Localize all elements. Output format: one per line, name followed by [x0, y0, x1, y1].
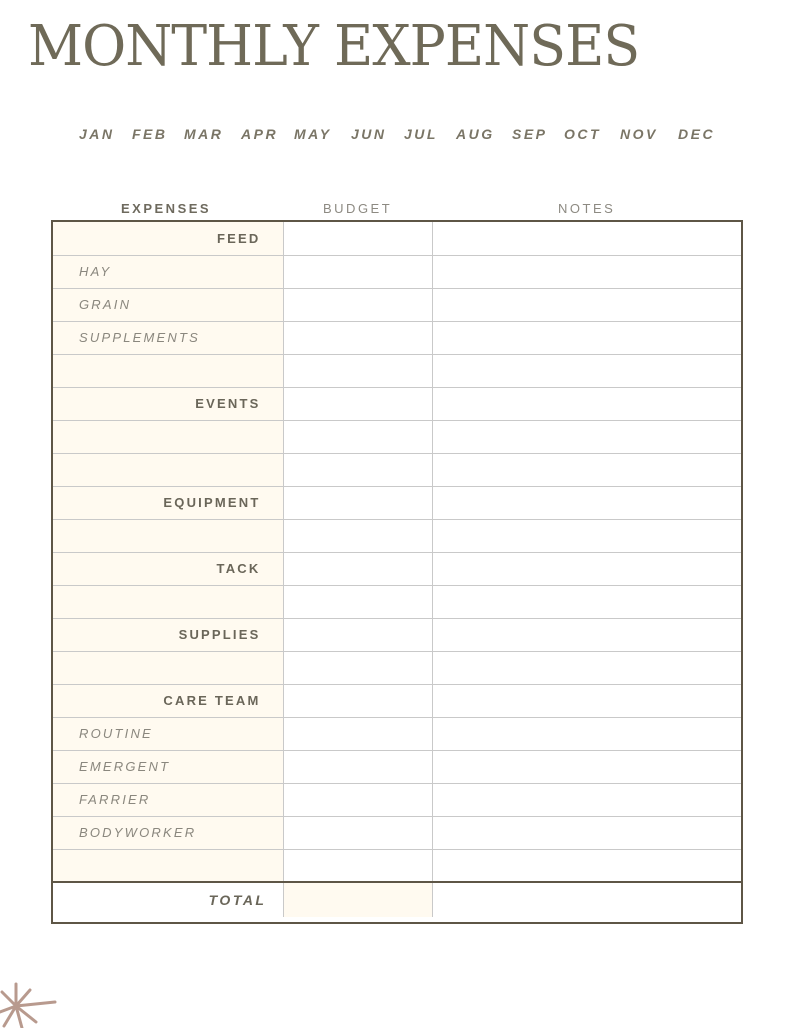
month-jul[interactable]: JUL: [404, 126, 438, 142]
table-row: [53, 255, 741, 288]
notes-cell[interactable]: [432, 321, 741, 354]
table-row: [53, 750, 741, 783]
expense-cell[interactable]: [53, 750, 283, 783]
budget-cell[interactable]: [283, 486, 432, 519]
table-row: [53, 717, 741, 750]
notes-cell[interactable]: [432, 684, 741, 717]
notes-cell[interactable]: [432, 222, 741, 255]
table-row: [53, 354, 741, 387]
table-row: [53, 585, 741, 618]
budget-cell[interactable]: [283, 684, 432, 717]
notes-cell[interactable]: [432, 618, 741, 651]
month-jun[interactable]: JUN: [351, 126, 387, 142]
expense-cell[interactable]: [53, 321, 283, 354]
table-row: [53, 849, 741, 882]
month-jan[interactable]: JAN: [79, 126, 115, 142]
expense-cell[interactable]: [53, 552, 283, 585]
expense-cell[interactable]: [53, 684, 283, 717]
notes-cell[interactable]: [432, 387, 741, 420]
category-label: CARE TEAM: [163, 693, 261, 708]
budget-cell[interactable]: [283, 816, 432, 849]
item-label: SUPPLEMENTS: [79, 330, 201, 345]
category-label: EVENTS: [195, 396, 261, 411]
item-label: HAY: [79, 264, 112, 279]
expense-cell[interactable]: [53, 387, 283, 420]
expense-cell[interactable]: [53, 783, 283, 816]
total-row: [53, 882, 741, 917]
expense-cell[interactable]: [53, 354, 283, 387]
item-label: FARRIER: [79, 792, 151, 807]
page-title: MONTHLY EXPENSES: [28, 14, 640, 79]
budget-cell[interactable]: [283, 585, 432, 618]
category-label: SUPPLIES: [178, 627, 261, 642]
budget-cell[interactable]: [283, 453, 432, 486]
notes-cell[interactable]: [432, 849, 741, 882]
notes-cell[interactable]: [432, 420, 741, 453]
month-feb[interactable]: FEB: [132, 126, 168, 142]
column-header-expenses: EXPENSES: [121, 201, 212, 216]
budget-cell[interactable]: [283, 717, 432, 750]
month-may[interactable]: MAY: [294, 126, 332, 142]
expense-table: [53, 222, 741, 917]
budget-cell[interactable]: [283, 849, 432, 882]
budget-cell[interactable]: [283, 420, 432, 453]
budget-cell[interactable]: [283, 255, 432, 288]
notes-cell[interactable]: [432, 717, 741, 750]
expense-cell[interactable]: [53, 651, 283, 684]
item-label: EMERGENT: [79, 759, 171, 774]
table-row: [53, 453, 741, 486]
budget-cell[interactable]: [283, 750, 432, 783]
item-label: BODYWORKER: [79, 825, 197, 840]
expense-cell[interactable]: [53, 585, 283, 618]
table-row: [53, 222, 741, 255]
category-label: FEED: [217, 230, 261, 246]
budget-cell[interactable]: [283, 354, 432, 387]
total-label-cell: [53, 882, 283, 917]
asterisk-star-icon: [0, 982, 58, 1028]
month-oct[interactable]: OCT: [564, 126, 602, 142]
notes-cell[interactable]: [432, 750, 741, 783]
column-header-budget: BUDGET: [323, 201, 393, 216]
expense-cell[interactable]: [53, 717, 283, 750]
month-apr[interactable]: APR: [241, 126, 279, 142]
budget-cell[interactable]: [283, 519, 432, 552]
notes-cell[interactable]: [432, 816, 741, 849]
category-label: EQUIPMENT: [163, 495, 261, 510]
table-row: [53, 684, 741, 717]
item-label: GRAIN: [79, 297, 132, 312]
budget-cell[interactable]: [283, 222, 432, 255]
month-nov[interactable]: NOV: [620, 126, 658, 142]
table-row: [53, 552, 741, 585]
total-label: TOTAL: [208, 892, 267, 908]
table-row: [53, 420, 741, 453]
budget-cell[interactable]: [283, 321, 432, 354]
budget-cell[interactable]: [283, 288, 432, 321]
notes-cell[interactable]: [432, 453, 741, 486]
expense-cell[interactable]: [53, 816, 283, 849]
expense-cell[interactable]: [53, 453, 283, 486]
total-budget-cell[interactable]: [283, 882, 432, 917]
table-row: [53, 519, 741, 552]
item-label: ROUTINE: [79, 726, 153, 741]
notes-cell[interactable]: [432, 486, 741, 519]
expense-cell[interactable]: [53, 849, 283, 882]
month-aug[interactable]: AUG: [456, 126, 495, 142]
table-row: [53, 288, 741, 321]
notes-cell[interactable]: [432, 585, 741, 618]
expense-cell[interactable]: [53, 255, 283, 288]
category-label: TACK: [216, 561, 261, 576]
budget-cell[interactable]: [283, 387, 432, 420]
notes-cell[interactable]: [432, 255, 741, 288]
notes-cell[interactable]: [432, 288, 741, 321]
column-header-notes: NOTES: [558, 201, 616, 216]
table-row: [53, 651, 741, 684]
total-notes-cell[interactable]: [432, 882, 741, 917]
table-row: [53, 321, 741, 354]
table-row: [53, 618, 741, 651]
month-dec[interactable]: DEC: [678, 126, 716, 142]
budget-cell[interactable]: [283, 783, 432, 816]
budget-cell[interactable]: [283, 651, 432, 684]
notes-cell[interactable]: [432, 519, 741, 552]
month-sep[interactable]: SEP: [512, 126, 548, 142]
table-row: [53, 486, 741, 519]
table-row: [53, 783, 741, 816]
notes-cell[interactable]: [432, 783, 741, 816]
expense-cell[interactable]: [53, 420, 283, 453]
expense-cell[interactable]: [53, 222, 283, 255]
expense-cell[interactable]: [53, 519, 283, 552]
notes-cell[interactable]: [432, 651, 741, 684]
table-row: [53, 816, 741, 849]
month-selector: [0, 126, 794, 142]
notes-cell[interactable]: [432, 354, 741, 387]
expense-cell[interactable]: [53, 618, 283, 651]
expense-cell[interactable]: [53, 486, 283, 519]
notes-cell[interactable]: [432, 552, 741, 585]
month-mar[interactable]: MAR: [184, 126, 224, 142]
table-row: [53, 387, 741, 420]
budget-cell[interactable]: [283, 552, 432, 585]
expense-cell[interactable]: [53, 288, 283, 321]
budget-cell[interactable]: [283, 618, 432, 651]
